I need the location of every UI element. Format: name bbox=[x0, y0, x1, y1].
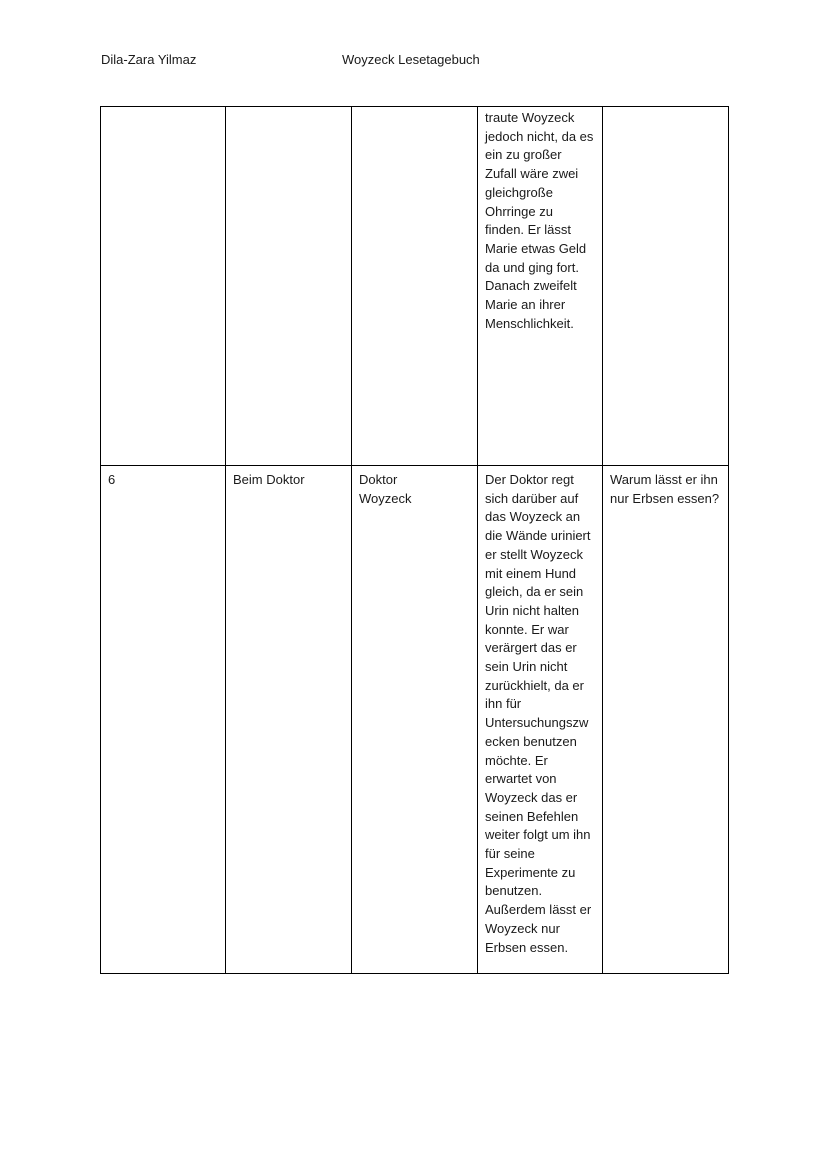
cell-persons bbox=[352, 466, 478, 974]
cell-nr: 6 bbox=[101, 466, 226, 974]
cell-scene: Beim Doktor bbox=[226, 466, 352, 974]
reading-log-table bbox=[100, 106, 729, 974]
person-name: Doktor bbox=[359, 472, 398, 487]
header-title: Woyzeck Lesetagebuch bbox=[342, 52, 480, 67]
cell-content: Der Doktor regt sich darüber auf das Woyzeck an die Wände uriniert er stellt Woyzeck mit einem Hund gleich, da er sein Urin nicht halten konnte. Er war verärgert das er sein Urin nicht zurückhielt, da er ihn für Untersuchungszwecken benutzen möchte. Er erwartet von Woyzeck das er seinen Befehlen weiter folgt um ihn für seine Experimente zu benutzen. Außerdem lässt er Woyzeck nur Erbsen essen. bbox=[478, 466, 603, 974]
cell-question: Warum lässt er ihn nur Erbsen essen? bbox=[603, 466, 729, 974]
cell-question bbox=[603, 107, 729, 466]
table-row bbox=[101, 107, 729, 466]
person-name: Woyzeck bbox=[359, 490, 412, 506]
cell-persons bbox=[352, 107, 478, 466]
table-row bbox=[101, 466, 729, 974]
cell-scene bbox=[226, 107, 352, 466]
cell-nr bbox=[101, 107, 226, 466]
cell-content: traute Woyzeck jedoch nicht, da es ein zu großer Zufall wäre zwei gleichgroße Ohrringe zu finden. Er lässt Marie etwas Geld da und ging fort. Danach zweifelt Marie an ihrer Menschlichkeit. bbox=[478, 107, 603, 466]
header-author: Dila-Zara Yilmaz bbox=[101, 52, 197, 67]
